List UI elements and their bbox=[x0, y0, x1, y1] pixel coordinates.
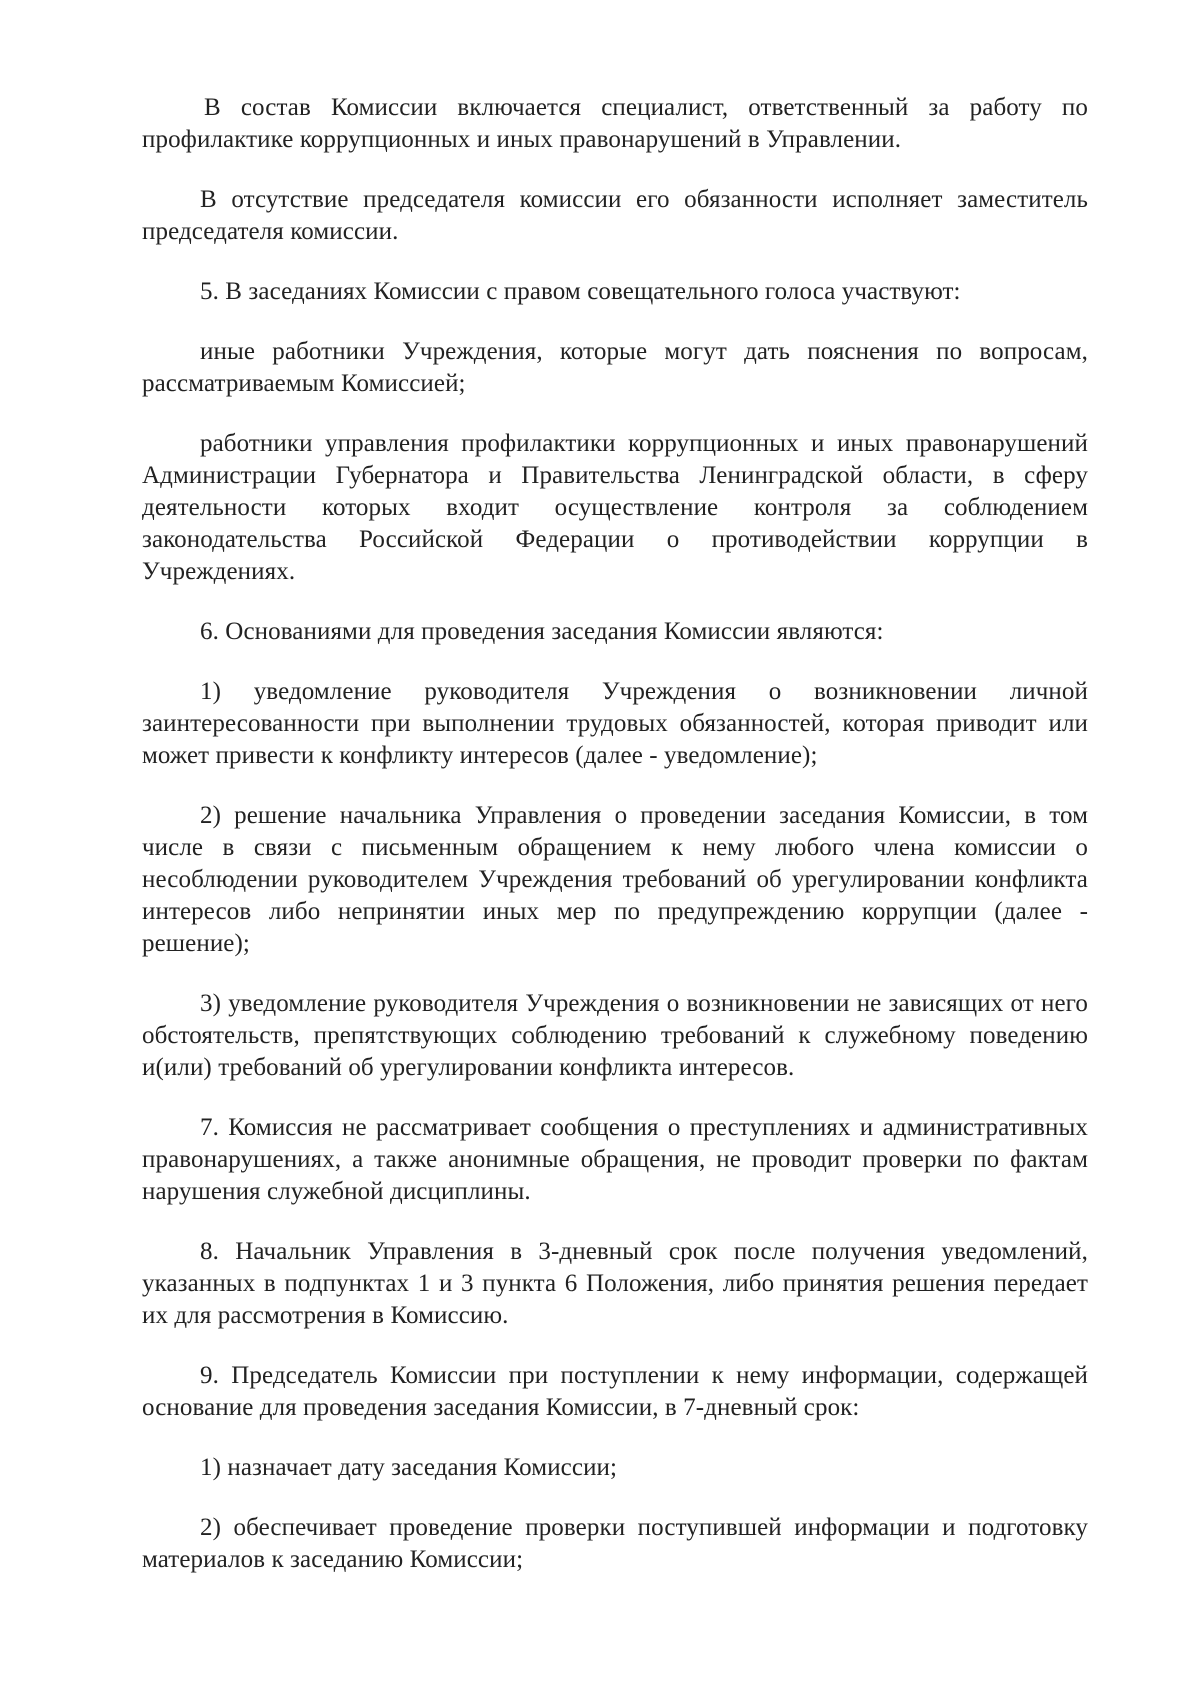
paragraph-item-9-sub-1: 1) назначает дату заседания Комиссии; bbox=[200, 1454, 618, 1481]
paragraph-item-6: 6. Основаниями для проведения заседания Комиссии являются: bbox=[200, 618, 884, 645]
paragraph-item-6-sub-1: 1) уведомление руководителя Учреждения о возникновении личной заинтересованности при выполнении трудовых обязанностей, которая приводит или может привести к конфликту интересов (далее - уведомление); bbox=[142, 678, 1088, 769]
paragraph-item-6-sub-2: 2) решение начальника Управления о проведении заседания Комиссии, в том числе в связи с письменным обращением к нему любого члена комиссии о несоблюдении руководителем Учреждения требований об урегулировании конфликта интересов либо непринятии иных мер по предупреждению коррупции (далее - решение); bbox=[142, 802, 1088, 957]
paragraph-item-6-sub-3: 3) уведомление руководителя Учреждения о возникновении не зависящих от него обстоятельств, препятствующих соблюдению требований к служебному поведению и(или) требований об урегулировании конфликта интересов. bbox=[142, 990, 1088, 1081]
paragraph-item-5: 5. В заседаниях Комиссии с правом совещательного голоса участвуют: bbox=[200, 278, 961, 305]
paragraph-item-7: 7. Комиссия не рассматривает сообщения о преступлениях и административных правонарушениях, а также анонимные обращения, не проводит проверки по фактам нарушения служебной дисциплины. bbox=[142, 1114, 1088, 1205]
paragraph-item-5-other-employees: иные работники Учреждения, которые могут дать пояснения по вопросам, рассматриваемым Комиссией; bbox=[142, 338, 1088, 397]
paragraph-item-9: 9. Председатель Комиссии при поступлении к нему информации, содержащей основание для проведения заседания Комиссии, в 7-дневный срок: bbox=[142, 1362, 1088, 1421]
paragraph-item-5-administration-employees: работники управления профилактики коррупционных и иных правонарушений Администрации Губернатора и Правительства Ленинградской области, в сферу деятельности которых входит осуществление контроля за соблюдением законодательства Российской Федерации о противодействии коррупции в Учреждениях. bbox=[142, 430, 1088, 585]
paragraph-chairman-absence: В отсутствие председателя комиссии его обязанности исполняет заместитель председателя комиссии. bbox=[142, 186, 1088, 245]
paragraph-item-9-sub-2: 2) обеспечивает проведение проверки поступившей информации и подготовку материалов к заседанию Комиссии; bbox=[142, 1514, 1088, 1573]
paragraph-commission-specialist: В состав Комиссии включается специалист, ответственный за работу по профилактике коррупционных и иных правонарушений в Управлении. bbox=[142, 94, 1088, 153]
paragraph-item-8: 8. Начальник Управления в 3-дневный срок после получения уведомлений, указанных в подпунктах 1 и 3 пункта 6 Положения, либо принятия решения передает их для рассмотрения в Комиссию. bbox=[142, 1238, 1088, 1329]
